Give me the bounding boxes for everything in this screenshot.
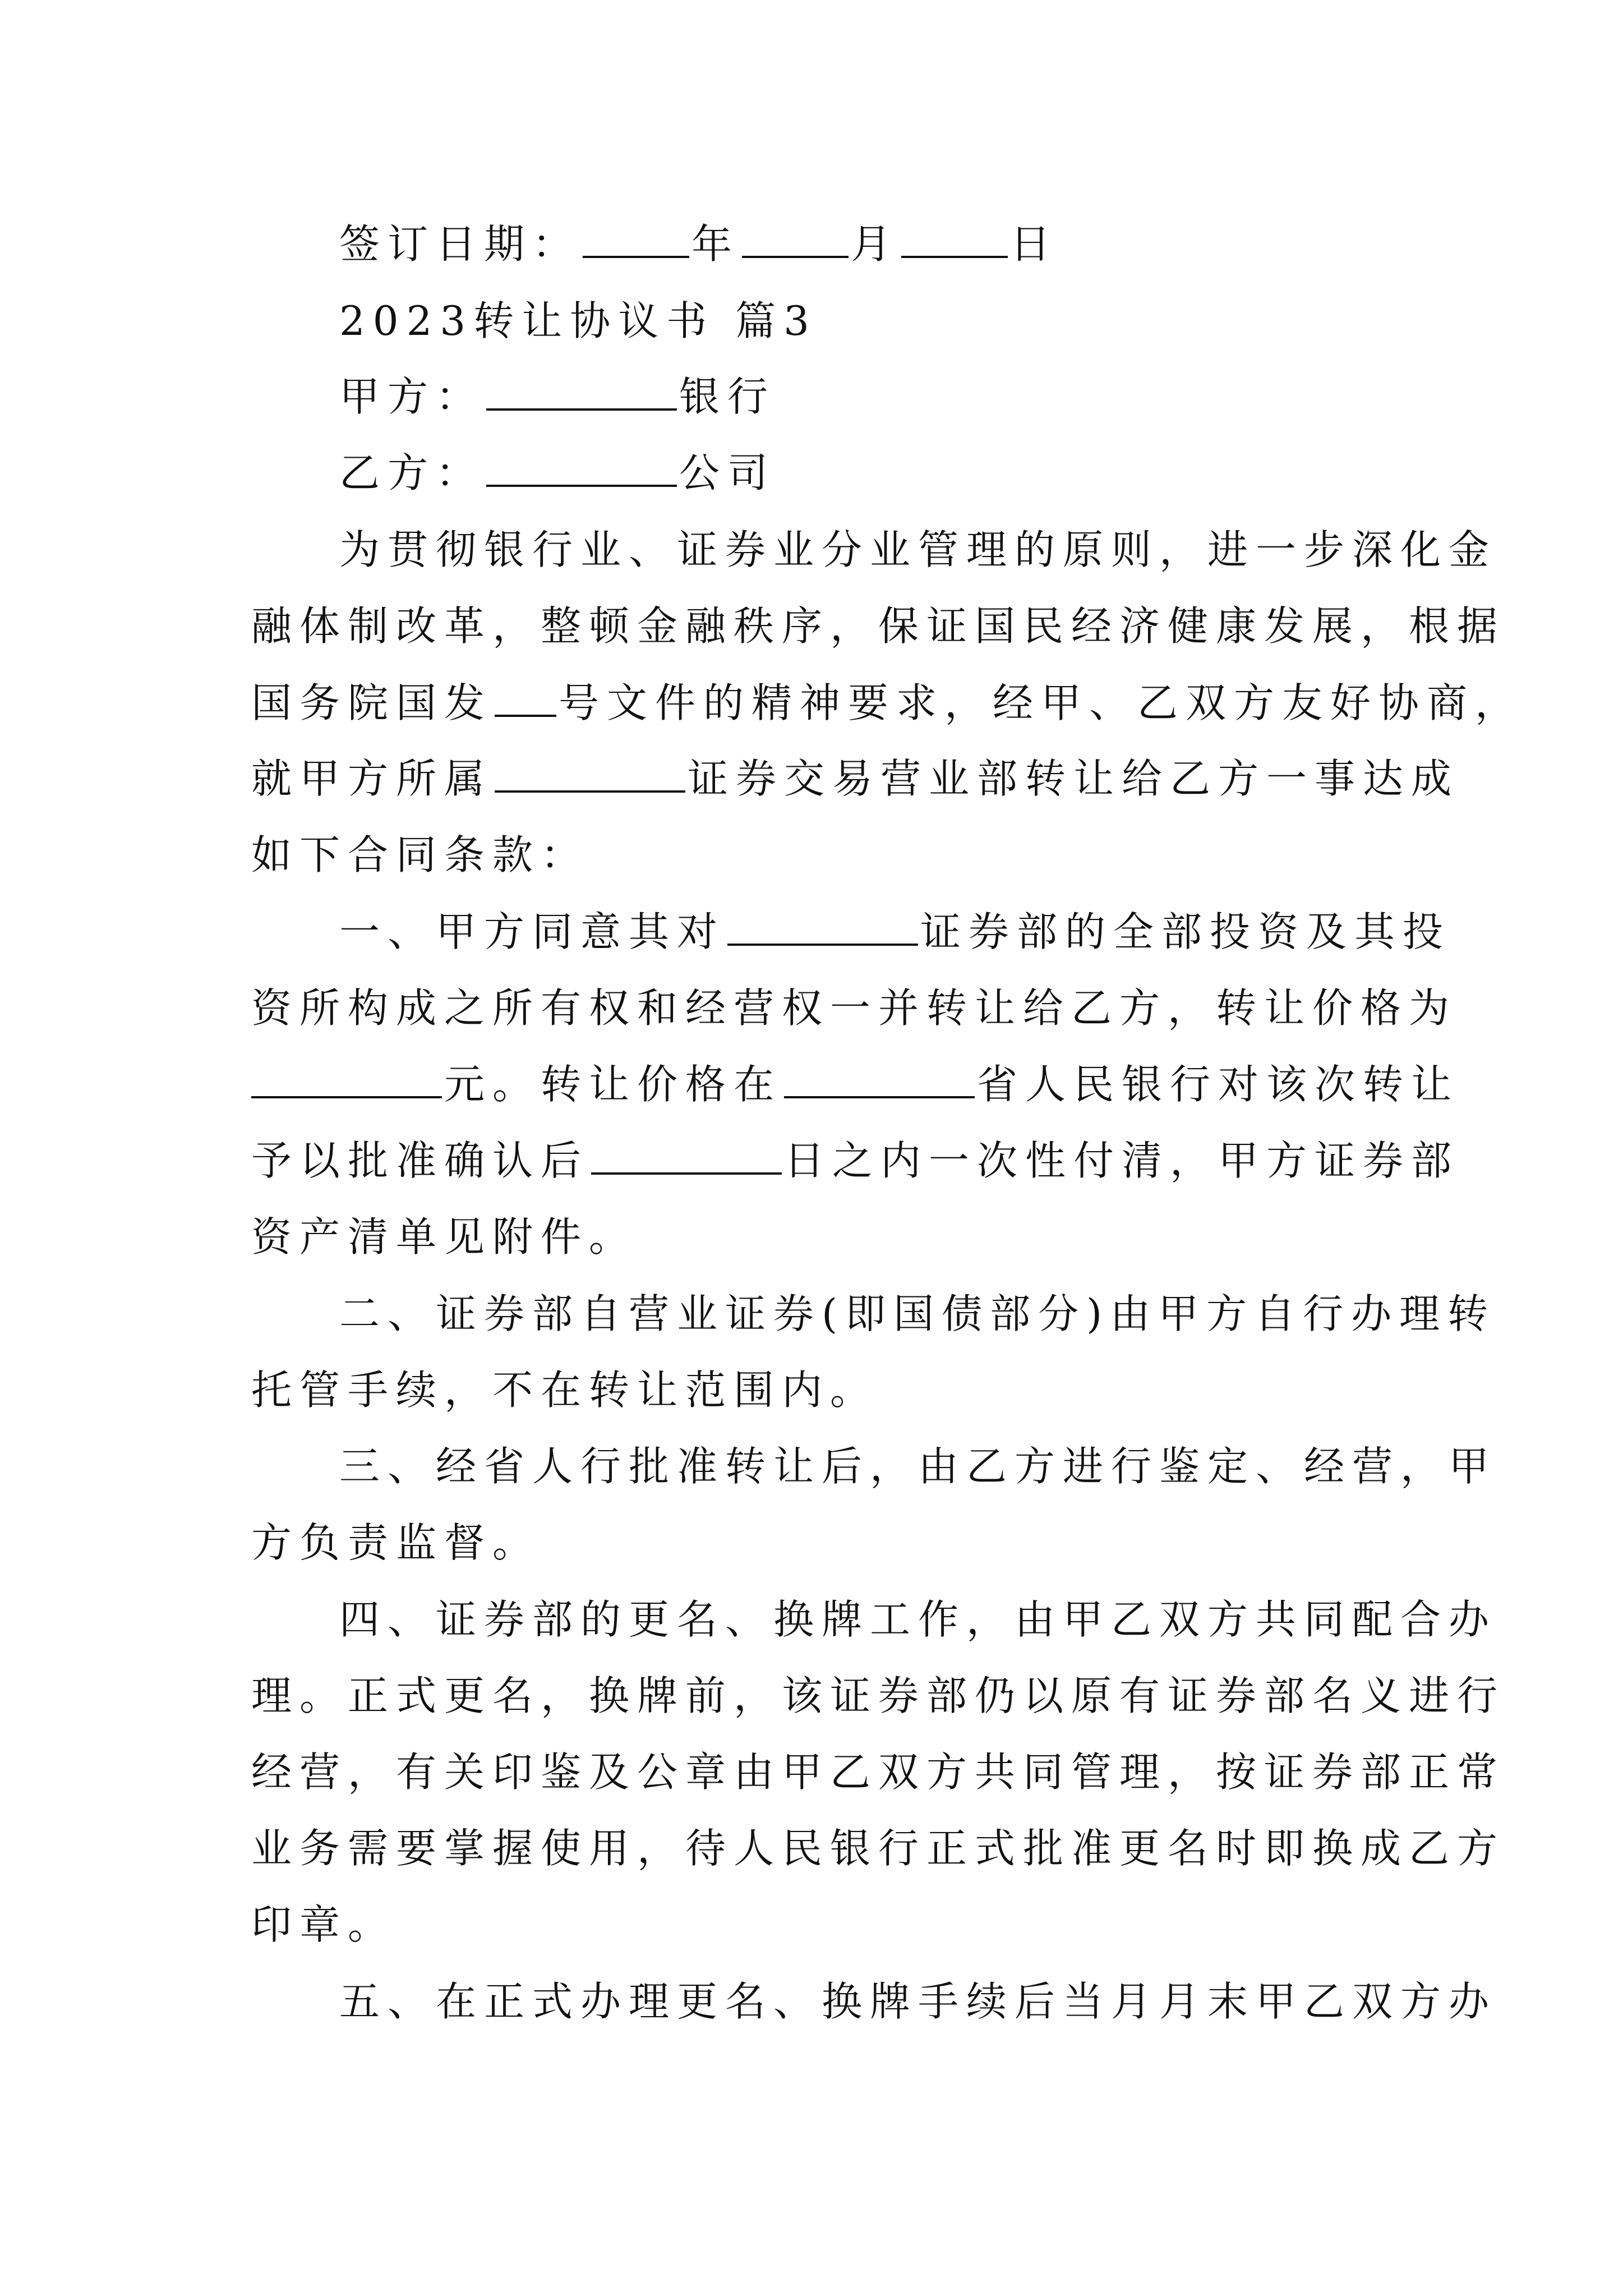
preamble-line-3-b: 号文件的精神要求，经甲、乙双方友好协商， bbox=[559, 679, 1524, 726]
clause-4-line-2: 理。正式更名，换牌前，该证券部仍以原有证券部名义进行 bbox=[251, 1672, 1506, 1719]
clause-1-line-4 bbox=[251, 1133, 1460, 1189]
province-blank bbox=[784, 1061, 975, 1098]
month-label: 月 bbox=[851, 220, 900, 268]
signing-date-label: 签订日期： bbox=[339, 220, 581, 268]
securities-dept-blank bbox=[727, 909, 918, 946]
clause-2-line-1: 二、证券部自营业证券(即国债部分)由甲方自行办理转 bbox=[339, 1290, 1496, 1337]
party-b-label: 乙方： bbox=[339, 449, 485, 496]
clause-1-line-3-b: 省人民银行对该次转让 bbox=[977, 1061, 1460, 1108]
party-b-line bbox=[339, 445, 1399, 501]
clause-1-line-1-a: 一、甲方同意其对 bbox=[339, 908, 726, 955]
party-a-suffix: 银行 bbox=[679, 373, 776, 420]
document-title: 2023转让协议书 篇3 bbox=[339, 297, 817, 344]
clause-5-line-1: 五、在正式办理更名、换牌手续后当月月末甲乙双方办 bbox=[339, 1978, 1497, 2025]
preamble-line-2: 融体制改革，整顿金融秩序，保证国民经济健康发展，根据 bbox=[251, 602, 1506, 650]
party-a-label: 甲方： bbox=[339, 373, 485, 420]
preamble-line-4 bbox=[251, 751, 1460, 807]
preamble-line-3-a: 国务院国发 bbox=[251, 679, 493, 726]
clause-4-line-4: 业务需要掌握使用，待人民银行正式批准更名时即换成乙方 bbox=[251, 1825, 1506, 1872]
preamble-line-1: 为贯彻银行业、证券业分业管理的原则，进一步深化金 bbox=[339, 526, 1497, 573]
clause-1-line-1 bbox=[339, 904, 1451, 960]
clause-1-line-1-b: 证券部的全部投资及其投 bbox=[920, 908, 1451, 955]
party-b-suffix: 公司 bbox=[679, 449, 776, 496]
month-blank bbox=[742, 221, 849, 258]
clause-1-line-2: 资所构成之所有权和经营权一并转让给乙方，转让价格为 bbox=[251, 984, 1458, 1032]
preamble-line-4-a: 就甲方所属 bbox=[251, 755, 493, 802]
clause-4-line-1: 四、证券部的更名、换牌工作，由甲乙双方共同配合办 bbox=[339, 1596, 1497, 1643]
preamble-line-5: 如下合同条款： bbox=[251, 831, 589, 878]
year-blank bbox=[583, 221, 689, 258]
party-a-line bbox=[339, 369, 1399, 425]
day-blank bbox=[901, 221, 1008, 258]
document-number-blank bbox=[495, 680, 556, 717]
party-b-blank bbox=[486, 450, 677, 487]
clause-1-line-5: 资产清单见附件。 bbox=[251, 1213, 638, 1260]
preamble-line-4-b: 证券交易营业部转让给乙方一事达成 bbox=[688, 755, 1460, 802]
clause-1-line-4-a: 予以批准确认后 bbox=[251, 1137, 589, 1184]
clause-3-line-1: 三、经省人行批准转让后，由乙方进行鉴定、经营，甲 bbox=[339, 1443, 1497, 1490]
clause-4-line-5: 印章。 bbox=[251, 1901, 396, 1948]
clause-1-line-3-a: 元。转让价格在 bbox=[444, 1061, 782, 1108]
party-a-blank bbox=[486, 374, 677, 411]
preamble-line-3 bbox=[251, 675, 1524, 731]
clause-3-line-2: 方负责监督。 bbox=[251, 1519, 541, 1566]
price-blank bbox=[251, 1061, 442, 1098]
signing-date-line bbox=[339, 216, 1399, 272]
business-dept-blank bbox=[495, 756, 685, 793]
day-label: 日 bbox=[1010, 220, 1059, 268]
clause-1-line-3 bbox=[251, 1056, 1460, 1112]
days-blank bbox=[591, 1138, 782, 1175]
clause-4-line-3: 经营，有关印鉴及公章由甲乙双方共同管理，按证券部正常 bbox=[251, 1749, 1506, 1796]
clause-2-line-2: 托管手续，不在转让范围内。 bbox=[251, 1366, 879, 1414]
clause-1-line-4-b: 日之内一次性付清，甲方证券部 bbox=[784, 1137, 1460, 1184]
year-label: 年 bbox=[691, 220, 740, 268]
